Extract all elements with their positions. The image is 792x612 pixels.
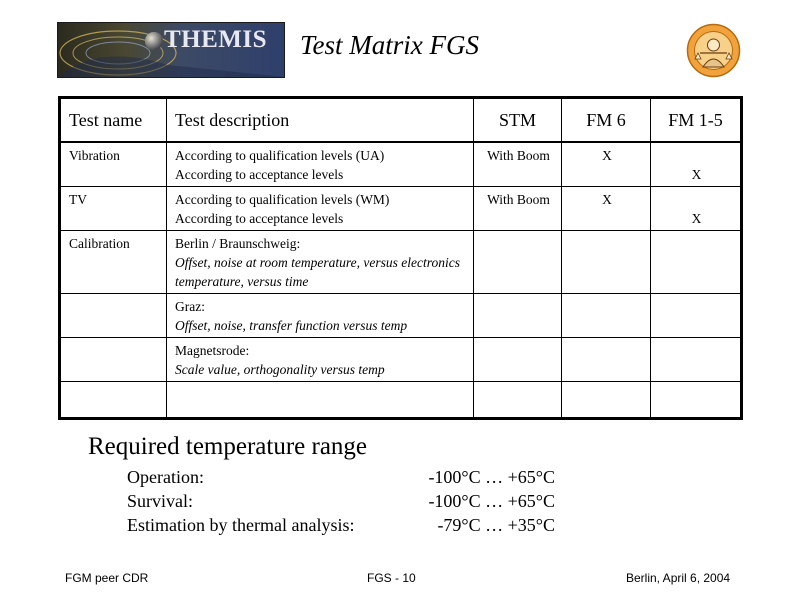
test-description-cell: [167, 338, 474, 382]
table-row: [60, 338, 742, 382]
temperature-value: -79°C … +35°C: [437, 515, 555, 535]
test-description-cell: [167, 142, 474, 187]
col-header-stm: STM: [474, 98, 562, 143]
empty-cell: [60, 382, 167, 419]
fm6-cell: [562, 338, 651, 382]
test-name-cell: Vibration: [60, 142, 167, 187]
fm6-mark: X: [602, 192, 612, 207]
description-heading: Berlin / Braunschweig:: [175, 236, 301, 251]
col-header-test-name: Test name: [60, 98, 167, 143]
table-row: [60, 231, 742, 294]
fm1-5-mark: X: [691, 211, 702, 226]
temperature-value: -100°C … +65°C: [428, 467, 555, 487]
description-heading: Magnetsrode:: [175, 343, 250, 358]
stm-cell: [474, 338, 562, 382]
description-detail: Scale value, orthogonality versus temp: [175, 362, 385, 377]
empty-cell: [474, 382, 562, 419]
temperature-label: Operation:: [127, 467, 204, 487]
empty-cell: [651, 382, 742, 419]
temperature-label: Estimation by thermal analysis:: [127, 515, 355, 535]
col-header-fm6: FM 6: [562, 98, 651, 143]
description-line: According to qualification levels (WM): [175, 192, 390, 207]
fm1-5-mark: X: [691, 167, 702, 182]
fm1-5-cell: [651, 294, 742, 338]
description-heading: Graz:: [175, 299, 205, 314]
temperature-section-title: Required temperature range: [88, 433, 368, 460]
footer-date: Berlin, April 6, 2004: [626, 571, 731, 585]
col-header-test-description: Test description: [167, 98, 474, 143]
table-row: [60, 142, 742, 187]
footer-left: FGM peer CDR: [65, 571, 149, 585]
fm1-5-cell: [651, 231, 742, 294]
test-description-cell: [167, 231, 474, 294]
test-description-cell: [167, 187, 474, 231]
themis-logo-banner: [57, 22, 285, 78]
fm6-cell: [562, 294, 651, 338]
footer-page-number: FGS - 10: [367, 571, 416, 585]
description-detail: Offset, noise at room temperature, versus electronics temperature, versus time: [175, 255, 460, 289]
test-matrix-table: [58, 96, 743, 420]
stm-cell: [474, 294, 562, 338]
test-description-cell: [167, 294, 474, 338]
themis-mascot-icon: [686, 23, 741, 78]
logo-text: THEMIS: [164, 26, 268, 53]
table-row-empty: [60, 382, 742, 419]
fm6-cell: [562, 231, 651, 294]
temperature-values: [395, 465, 555, 537]
description-line: According to acceptance levels: [175, 167, 344, 182]
empty-cell: [562, 382, 651, 419]
stm-cell: [474, 231, 562, 294]
table-row: [60, 187, 742, 231]
test-name-cell: TV: [60, 187, 167, 231]
col-header-fm1-5: FM 1-5: [651, 98, 742, 143]
fm1-5-cell: [651, 187, 742, 231]
test-name-cell: [60, 338, 167, 382]
fm6-cell: [562, 142, 651, 187]
stm-cell: With Boom: [474, 187, 562, 231]
description-detail: Offset, noise, transfer function versus temp: [175, 318, 408, 333]
test-name-cell: Calibration: [60, 231, 167, 294]
description-line: According to qualification levels (UA): [175, 148, 385, 163]
temperature-value: -100°C … +65°C: [428, 491, 555, 511]
table-row: [60, 294, 742, 338]
fm1-5-cell: [651, 338, 742, 382]
test-name-cell: [60, 294, 167, 338]
fm6-cell: [562, 187, 651, 231]
description-line: According to acceptance levels: [175, 211, 344, 226]
fm1-5-cell: [651, 142, 742, 187]
temperature-labels: [127, 465, 354, 537]
table-header-row: [60, 98, 742, 143]
stm-cell: With Boom: [474, 142, 562, 187]
fm6-mark: X: [602, 148, 612, 163]
temperature-label: Survival:: [127, 491, 193, 511]
empty-cell: [167, 382, 474, 419]
page-title: Test Matrix FGS: [300, 30, 480, 60]
